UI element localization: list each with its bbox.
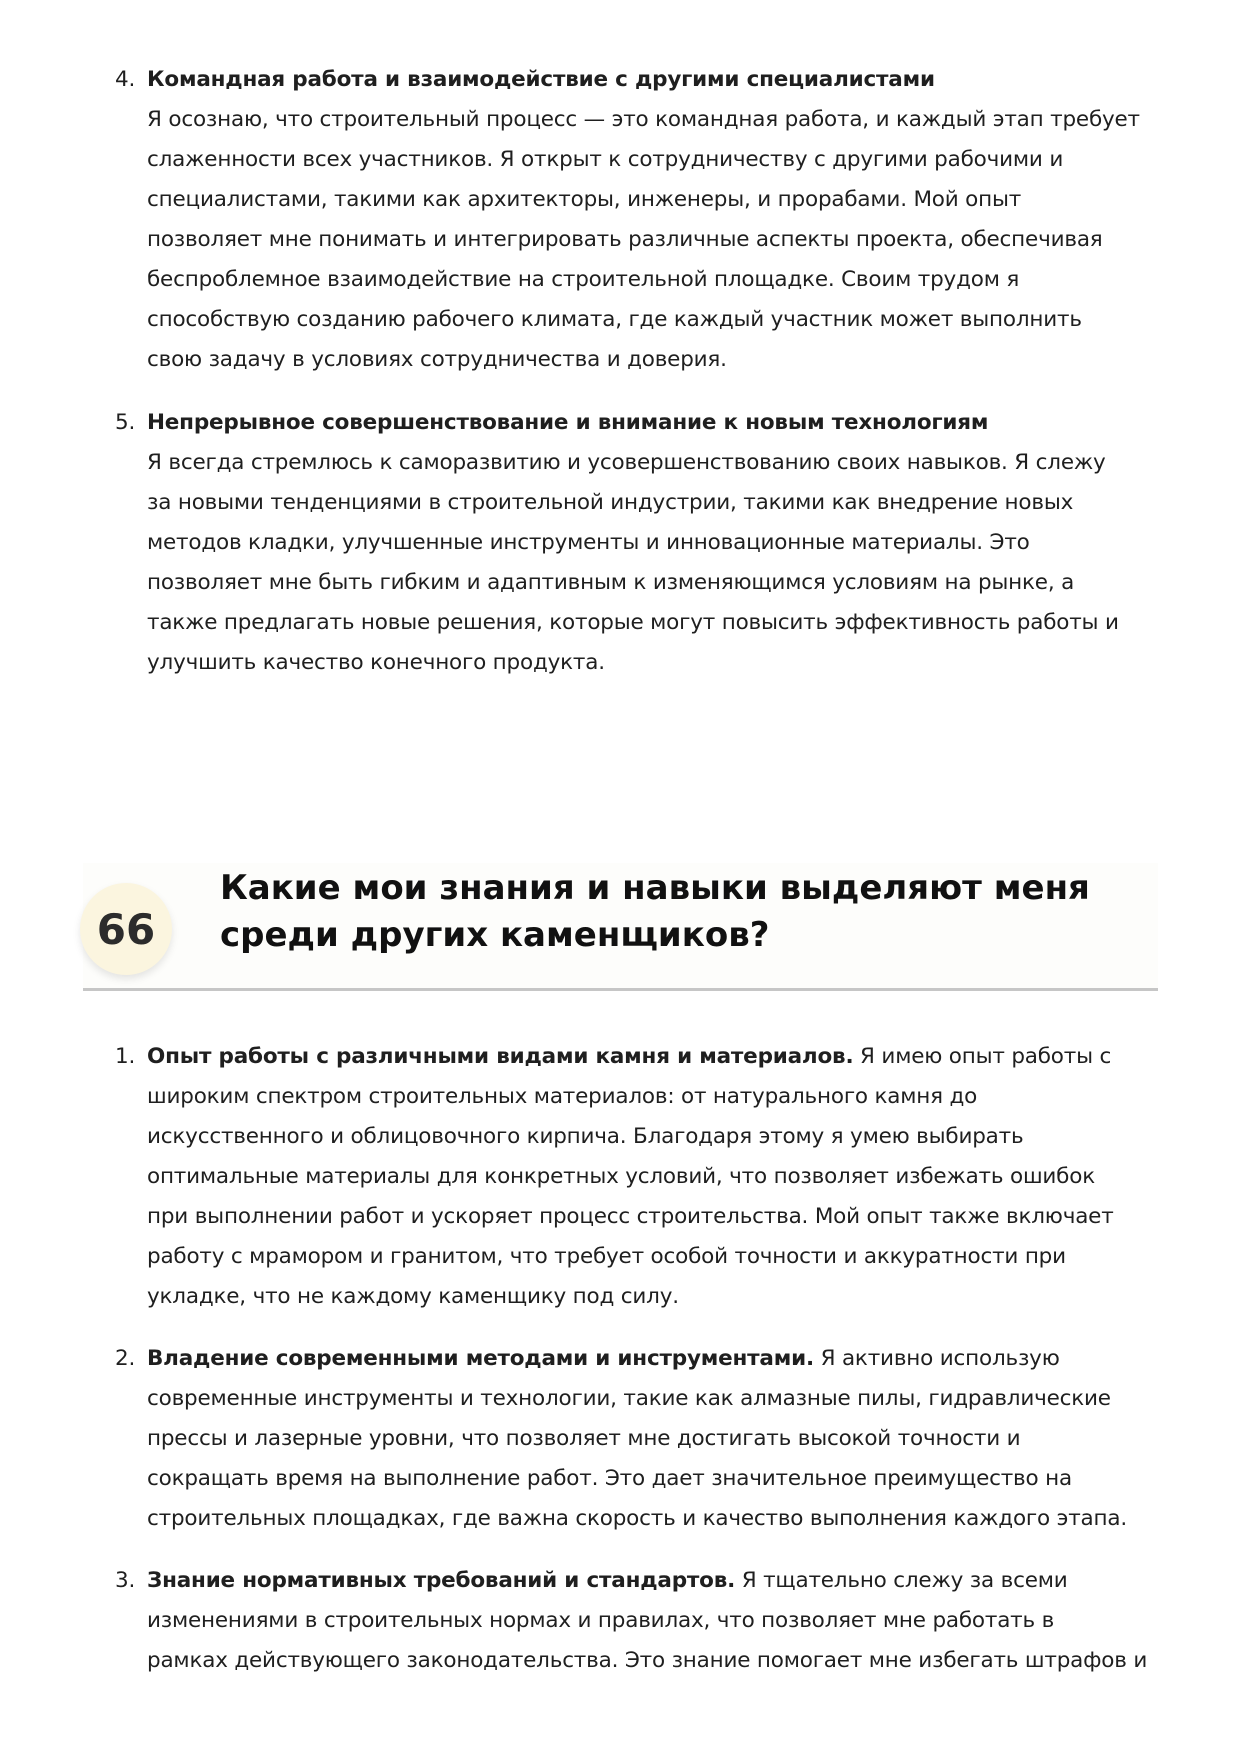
list-item-line: сокращать время на выполнение работ. Это дает значительное преимущество на: [147, 1466, 1072, 1491]
list-item-line: свою задачу в условиях сотрудничества и доверия.: [147, 347, 727, 372]
list-item: [115, 1339, 1165, 1539]
section-number-badge: 66: [80, 883, 172, 975]
list-item-line: искусственного и облицовочного кирпича. Благодаря этому я умею выбирать: [147, 1124, 1024, 1149]
list-item-lead-text: Я имею опыт работы с: [853, 1044, 1112, 1069]
list-item-line: специалистами, такими как архитекторы, инженеры, и прорабами. Мой опыт: [147, 187, 1022, 212]
list-item-line: укладке, что не каждому каменщику под силу.: [147, 1284, 679, 1309]
numbered-list-bottom: [115, 1037, 1165, 1681]
list-item-number: 2.: [115, 1346, 136, 1371]
section-heading: [83, 863, 1158, 991]
list-item-title: Опыт работы с различными видами камня и материалов.: [147, 1044, 854, 1069]
list-item-line: широким спектром строительных материалов: от натурального камня до: [147, 1084, 978, 1109]
list-item: [115, 403, 1165, 683]
list-item: [115, 60, 1165, 380]
list-item-line: рамках действующего законодательства. Это знание помогает мне избегать штрафов и: [147, 1648, 1148, 1673]
section-title-line: Какие мои знания и навыки выделяют меня: [220, 868, 1090, 908]
list-item-line: Я всегда стремлюсь к саморазвитию и усовершенствованию своих навыков. Я слежу: [147, 450, 1106, 475]
section-title: [220, 865, 1100, 959]
list-item-line: за новыми тенденциями в строительной индустрии, такими как внедрение новых: [147, 490, 1074, 515]
list-item-line: слаженности всех участников. Я открыт к сотрудничеству с другими рабочими и: [147, 147, 1064, 172]
list-item-line: строительных площадках, где важна скорость и качество выполнения каждого этапа.: [147, 1506, 1127, 1531]
list-item-line: позволяет мне быть гибким и адаптивным к изменяющимся условиям на рынке, а: [147, 570, 1075, 595]
list-item: [115, 1561, 1165, 1681]
list-item-lead-text: Я тщательно слежу за всеми: [735, 1568, 1068, 1593]
list-item-number: 5.: [115, 410, 136, 435]
list-item-line: также предлагать новые решения, которые могут повысить эффективность работы и: [147, 610, 1119, 635]
list-item-line: способствую созданию рабочего климата, где каждый участник может выполнить: [147, 307, 1082, 332]
list-item-line: современные инструменты и технологии, такие как алмазные пилы, гидравлические: [147, 1386, 1111, 1411]
list-item-line: позволяет мне понимать и интегрировать различные аспекты проекта, обеспечивая: [147, 227, 1103, 252]
list-item-title: Владение современными методами и инструментами.: [147, 1346, 814, 1371]
list-item-lead-text: Я активно использую: [813, 1346, 1060, 1371]
list-item-title: Командная работа и взаимодействие с другими специалистами: [147, 67, 935, 92]
list-item-line: при выполнении работ и ускоряет процесс строительства. Мой опыт также включает: [147, 1204, 1114, 1229]
list-item-line: беспроблемное взаимодействие на строительной площадке. Своим трудом я: [147, 267, 1020, 292]
list-item-title: Знание нормативных требований и стандартов.: [147, 1568, 736, 1593]
list-item-line: Я осознаю, что строительный процесс — это командная работа, и каждый этап требует: [147, 107, 1140, 132]
numbered-list-top: [115, 60, 1165, 683]
list-item-line: улучшить качество конечного продукта.: [147, 650, 605, 675]
list-item-title: Непрерывное совершенствование и внимание к новым технологиям: [147, 410, 989, 435]
list-item-line: оптимальные материалы для конкретных условий, что позволяет избежать ошибок: [147, 1164, 1095, 1189]
list-item-line: работу с мрамором и гранитом, что требует особой точности и аккуратности при: [147, 1244, 1066, 1269]
list-item: [115, 1037, 1165, 1317]
list-item-line: прессы и лазерные уровни, что позволяет мне достигать высокой точности и: [147, 1426, 1021, 1451]
list-item-number: 4.: [115, 67, 136, 92]
list-item-number: 3.: [115, 1568, 136, 1593]
list-item-number: 1.: [115, 1044, 136, 1069]
list-item-line: методов кладки, улучшенные инструменты и инновационные материалы. Это: [147, 530, 1030, 555]
section-title-line: среди других каменщиков?: [220, 915, 770, 955]
list-item-line: изменениями в строительных нормах и правилах, что позволяет мне работать в: [147, 1608, 1055, 1633]
